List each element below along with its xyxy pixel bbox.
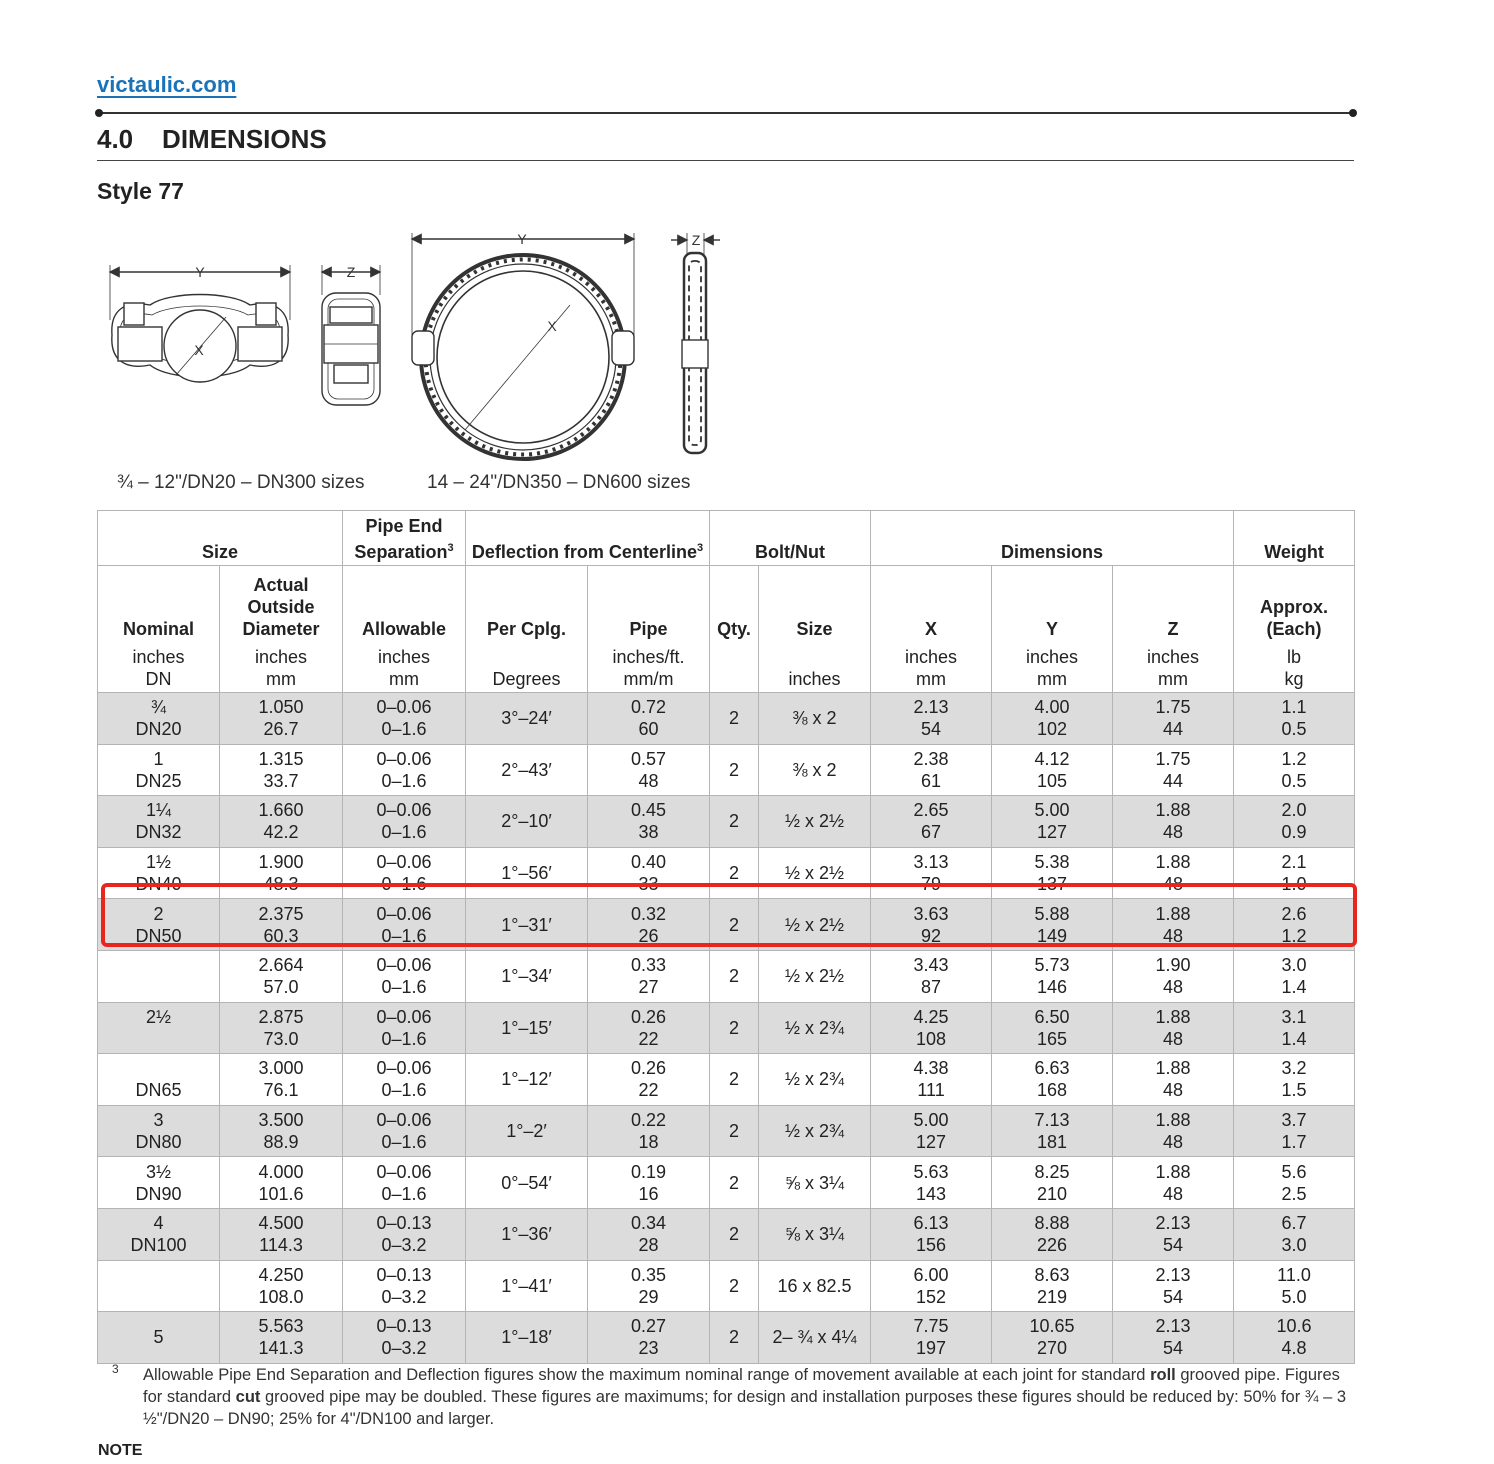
table-cell: 8.25 210: [992, 1157, 1113, 1209]
table-cell: 3.0 1.4: [1234, 950, 1355, 1002]
table-cell: 1.75 44: [1113, 693, 1234, 745]
table-cell: 0–0.06 0–1.6: [343, 796, 466, 848]
table-cell: 0–0.06 0–1.6: [343, 899, 466, 951]
table-cell: 0–0.06 0–1.6: [343, 1157, 466, 1209]
table-cell: 1 DN25: [98, 744, 220, 796]
small-coupling-front-figure: [110, 265, 290, 382]
table-cell: 2: [710, 950, 759, 1002]
table-cell: 1°–15′: [466, 1002, 588, 1054]
table-cell: 1.88 48: [1113, 1002, 1234, 1054]
table-cell: ⅝ x 3¼: [759, 1208, 871, 1260]
highlight-box-dn50-row: [101, 883, 1357, 947]
table-cell: 1°–36′: [466, 1208, 588, 1260]
table-cell: 0–0.06 0–1.6: [343, 744, 466, 796]
table-cell: 1.660 42.2: [220, 796, 343, 848]
table-cell: 4.38 111: [871, 1054, 992, 1106]
column-header-2: Allowable inches mm: [343, 566, 466, 693]
table-cell: 0–0.13 0–3.2: [343, 1312, 466, 1364]
table-cell: 1.88 48: [1113, 847, 1234, 899]
table-cell: 10.65 270: [992, 1312, 1113, 1364]
table-row: [98, 1260, 1355, 1312]
table-cell: 1.88 48: [1113, 899, 1234, 951]
table-cell: 5.63 143: [871, 1157, 992, 1209]
table-cell: 7.75 197: [871, 1312, 992, 1364]
large-side-z-label: Z: [691, 232, 701, 248]
table-cell: 3.63 92: [871, 899, 992, 951]
column-header-6: Size inches: [759, 566, 871, 693]
large-front-y-label: Y: [517, 231, 527, 247]
table-cell: 0–0.13 0–3.2: [343, 1208, 466, 1260]
table-cell: 1.88 48: [1113, 1105, 1234, 1157]
table-cell: 2.13 54: [1113, 1260, 1234, 1312]
table-cell: 2: [710, 1105, 759, 1157]
table-cell: [98, 950, 220, 1002]
table-cell: 2.13 54: [871, 693, 992, 745]
table-cell: ½ x 2½: [759, 950, 871, 1002]
column-header-row: [98, 566, 1355, 693]
table-cell: 4.25 108: [871, 1002, 992, 1054]
table-cell: 4.00 102: [992, 693, 1113, 745]
table-cell: 11.0 5.0: [1234, 1260, 1355, 1312]
table-cell: 5.88 149: [992, 899, 1113, 951]
dimensions-header: Dimensions: [871, 511, 1234, 566]
table-cell: 2.0 0.9: [1234, 796, 1355, 848]
table-cell: ½ x 2½: [759, 847, 871, 899]
small-side-z-label: Z: [346, 264, 356, 280]
table-cell: 6.50 165: [992, 1002, 1113, 1054]
table-cell: 2: [710, 1260, 759, 1312]
table-cell: [98, 1260, 220, 1312]
table-cell: DN65: [98, 1054, 220, 1106]
table-cell: 5.38 137: [992, 847, 1113, 899]
large-front-x-label: X: [547, 318, 557, 334]
table-cell: 1.75 44: [1113, 744, 1234, 796]
table-cell: 0–0.06 0–1.6: [343, 1105, 466, 1157]
table-row: [98, 1312, 1355, 1364]
table-cell: 2.38 61: [871, 744, 992, 796]
table-cell: 0.27 23: [588, 1312, 710, 1364]
table-cell: 2.65 67: [871, 796, 992, 848]
bolt-nut-header: Bolt/Nut: [710, 511, 871, 566]
section-heading: 4.0 DIMENSIONS: [97, 124, 327, 154]
table-cell: 0.26 22: [588, 1002, 710, 1054]
table-row: [98, 744, 1355, 796]
table-cell: 2.13 54: [1113, 1208, 1234, 1260]
table-cell: ¾ DN20: [98, 693, 220, 745]
table-cell: 0.22 18: [588, 1105, 710, 1157]
footnote-mark: 3: [112, 1362, 119, 1376]
table-cell: 2: [710, 1208, 759, 1260]
table-cell: ½ x 2¾: [759, 1002, 871, 1054]
table-cell: 6.13 156: [871, 1208, 992, 1260]
table-cell: 3°–24′: [466, 693, 588, 745]
table-cell: 2: [710, 1312, 759, 1364]
table-cell: 2– ¾ x 4¼: [759, 1312, 871, 1364]
table-cell: 1°–31′: [466, 899, 588, 951]
table-cell: 0.26 22: [588, 1054, 710, 1106]
coupling-drawings: [100, 225, 740, 465]
table-row: [98, 1054, 1355, 1106]
table-cell: 2.664 57.0: [220, 950, 343, 1002]
table-cell: 3.2 1.5: [1234, 1054, 1355, 1106]
table-cell: 1¼ DN32: [98, 796, 220, 848]
caption-small-sizes: ¾ – 12"/DN20 – DN300 sizes: [117, 472, 365, 493]
column-header-0: Nominal inches DN: [98, 566, 220, 693]
header-rule: [99, 112, 1353, 114]
table-cell: 3 DN80: [98, 1105, 220, 1157]
group-header-row: [98, 511, 1355, 566]
table-cell: 2: [710, 744, 759, 796]
table-cell: 1°–41′: [466, 1260, 588, 1312]
large-coupling-front-figure: [412, 233, 634, 459]
table-cell: 2°–10′: [466, 796, 588, 848]
footnote-text: Allowable Pipe End Separation and Deflection figures show the maximum nominal range of movement available at each joint for standard roll grooved pipe. Figures for standard cut grooved pipe may be doubled. These figures are maximums; for design and installation purposes these figures should be reduced by: 50% for ¾ – 3 ½"/DN20 – DN90; 25% for 4"/DN100 and larger.: [143, 1366, 1347, 1428]
table-cell: 6.7 3.0: [1234, 1208, 1355, 1260]
table-body: [98, 693, 1355, 1364]
site-link[interactable]: victaulic.com: [97, 72, 237, 97]
table-cell: 1½ DN40: [98, 847, 220, 899]
column-header-4: Pipe inches/ft. mm/m: [588, 566, 710, 693]
table-row: [98, 1002, 1355, 1054]
table-cell: 4.12 105: [992, 744, 1113, 796]
table-cell: ½ x 2½: [759, 899, 871, 951]
table-cell: 0.35 29: [588, 1260, 710, 1312]
table-cell: 0–0.06 0–1.6: [343, 847, 466, 899]
table-cell: 5.563 141.3: [220, 1312, 343, 1364]
table-cell: 2.875 73.0: [220, 1002, 343, 1054]
table-cell: 3½ DN90: [98, 1157, 220, 1209]
table-cell: 0.19 16: [588, 1157, 710, 1209]
table-row: [98, 950, 1355, 1002]
table-cell: 1°–18′: [466, 1312, 588, 1364]
table-cell: 1.88 48: [1113, 1157, 1234, 1209]
table-cell: 1.88 48: [1113, 1054, 1234, 1106]
table-cell: 8.63 219: [992, 1260, 1113, 1312]
table-cell: 0–0.06 0–1.6: [343, 1002, 466, 1054]
table-cell: 2.375 60.3: [220, 899, 343, 951]
column-header-1: Actual Outside Diameter inches mm: [220, 566, 343, 693]
table-cell: 3.000 76.1: [220, 1054, 343, 1106]
column-header-3: Per Cplg. Degrees: [466, 566, 588, 693]
column-header-8: Y inches mm: [992, 566, 1113, 693]
table-cell: 0–0.06 0–1.6: [343, 1054, 466, 1106]
weight-header: Weight: [1234, 511, 1355, 566]
table-cell: 0.32 26: [588, 899, 710, 951]
table-row: [98, 1105, 1355, 1157]
table-cell: 5.6 2.5: [1234, 1157, 1355, 1209]
table-cell: 0.72 60: [588, 693, 710, 745]
table-cell: 1.315 33.7: [220, 744, 343, 796]
table-cell: 4 DN100: [98, 1208, 220, 1260]
caption-large-sizes: 14 – 24"/DN350 – DN600 sizes: [427, 472, 691, 493]
table-cell: 0.40 33: [588, 847, 710, 899]
table-cell: 5.00 127: [871, 1105, 992, 1157]
table-cell: 0.57 48: [588, 744, 710, 796]
table-cell: 7.13 181: [992, 1105, 1113, 1157]
style-title: Style 77: [97, 178, 184, 204]
column-header-10: Approx. (Each) lb kg: [1234, 566, 1355, 693]
column-header-9: Z inches mm: [1113, 566, 1234, 693]
pipe-end-separation-header: Pipe End Separation$^3$: [343, 511, 466, 566]
column-header-5: Qty.: [710, 566, 759, 693]
table-cell: 0–0.13 0–3.2: [343, 1260, 466, 1312]
table-cell: 6.00 152: [871, 1260, 992, 1312]
table-cell: 5.73 146: [992, 950, 1113, 1002]
table-cell: ½ x 2½: [759, 796, 871, 848]
table-cell: 16 x 82.5: [759, 1260, 871, 1312]
table-cell: 2: [710, 1002, 759, 1054]
small-front-y-label: Y: [195, 264, 205, 280]
table-cell: 2: [710, 899, 759, 951]
table-cell: ⅝ x 3¼: [759, 1157, 871, 1209]
table-cell: 0°–54′: [466, 1157, 588, 1209]
table-cell: 1.90 48: [1113, 950, 1234, 1002]
table-cell: 1.2 0.5: [1234, 744, 1355, 796]
table-cell: 2.13 54: [1113, 1312, 1234, 1364]
table-cell: 0.45 38: [588, 796, 710, 848]
table-cell: ½ x 2¾: [759, 1054, 871, 1106]
table-cell: 3.7 1.7: [1234, 1105, 1355, 1157]
table-cell: ⅜ x 2: [759, 693, 871, 745]
section-rule: [97, 160, 1354, 161]
deflection-header: Deflection from Centerline$^3$: [466, 511, 710, 566]
table-cell: 8.88 226: [992, 1208, 1113, 1260]
small-front-x-label: X: [194, 342, 204, 358]
table-cell: 6.63 168: [992, 1054, 1113, 1106]
table-cell: 2.1 1.0: [1234, 847, 1355, 899]
table-row: [98, 1157, 1355, 1209]
table-cell: 1.050 26.7: [220, 693, 343, 745]
table-cell: 3.500 88.9: [220, 1105, 343, 1157]
table-cell: 4.000 101.6: [220, 1157, 343, 1209]
table-cell: 1°–12′: [466, 1054, 588, 1106]
table-cell: 2: [710, 693, 759, 745]
table-cell: 1.900 48.3: [220, 847, 343, 899]
table-cell: 4.250 108.0: [220, 1260, 343, 1312]
column-header-7: X inches mm: [871, 566, 992, 693]
table-cell: 4.500 114.3: [220, 1208, 343, 1260]
small-coupling-side-figure: [322, 265, 380, 405]
table-cell: 3.1 1.4: [1234, 1002, 1355, 1054]
table-cell: 3.13 79: [871, 847, 992, 899]
table-cell: 2 DN50: [98, 899, 220, 951]
table-cell: 5: [98, 1312, 220, 1364]
table-cell: 5.00 127: [992, 796, 1113, 848]
table-cell: 1.88 48: [1113, 796, 1234, 848]
note-label: NOTE: [98, 1442, 143, 1459]
table-cell: 2: [710, 1157, 759, 1209]
table-row: [98, 1208, 1355, 1260]
table-cell: ½ x 2¾: [759, 1105, 871, 1157]
size-group-header: Size: [98, 511, 343, 566]
table-cell: 1°–56′: [466, 847, 588, 899]
table-row: [98, 796, 1355, 848]
table-cell: 2.6 1.2: [1234, 899, 1355, 951]
table-cell: 1.1 0.5: [1234, 693, 1355, 745]
table-cell: 1°–2′: [466, 1105, 588, 1157]
table-cell: 2½: [98, 1002, 220, 1054]
table-cell: 0–0.06 0–1.6: [343, 693, 466, 745]
large-coupling-side-figure: [671, 233, 720, 453]
table-cell: 2: [710, 1054, 759, 1106]
table-cell: 2: [710, 847, 759, 899]
table-cell: 0.33 27: [588, 950, 710, 1002]
table-cell: 0.34 28: [588, 1208, 710, 1260]
table-cell: 3.43 87: [871, 950, 992, 1002]
table-cell: 0–0.06 0–1.6: [343, 950, 466, 1002]
table-cell: ⅜ x 2: [759, 744, 871, 796]
table-cell: 2°–43′: [466, 744, 588, 796]
table-row: [98, 693, 1355, 745]
table-cell: 1°–34′: [466, 950, 588, 1002]
table-cell: 10.6 4.8: [1234, 1312, 1355, 1364]
table-cell: 2: [710, 796, 759, 848]
